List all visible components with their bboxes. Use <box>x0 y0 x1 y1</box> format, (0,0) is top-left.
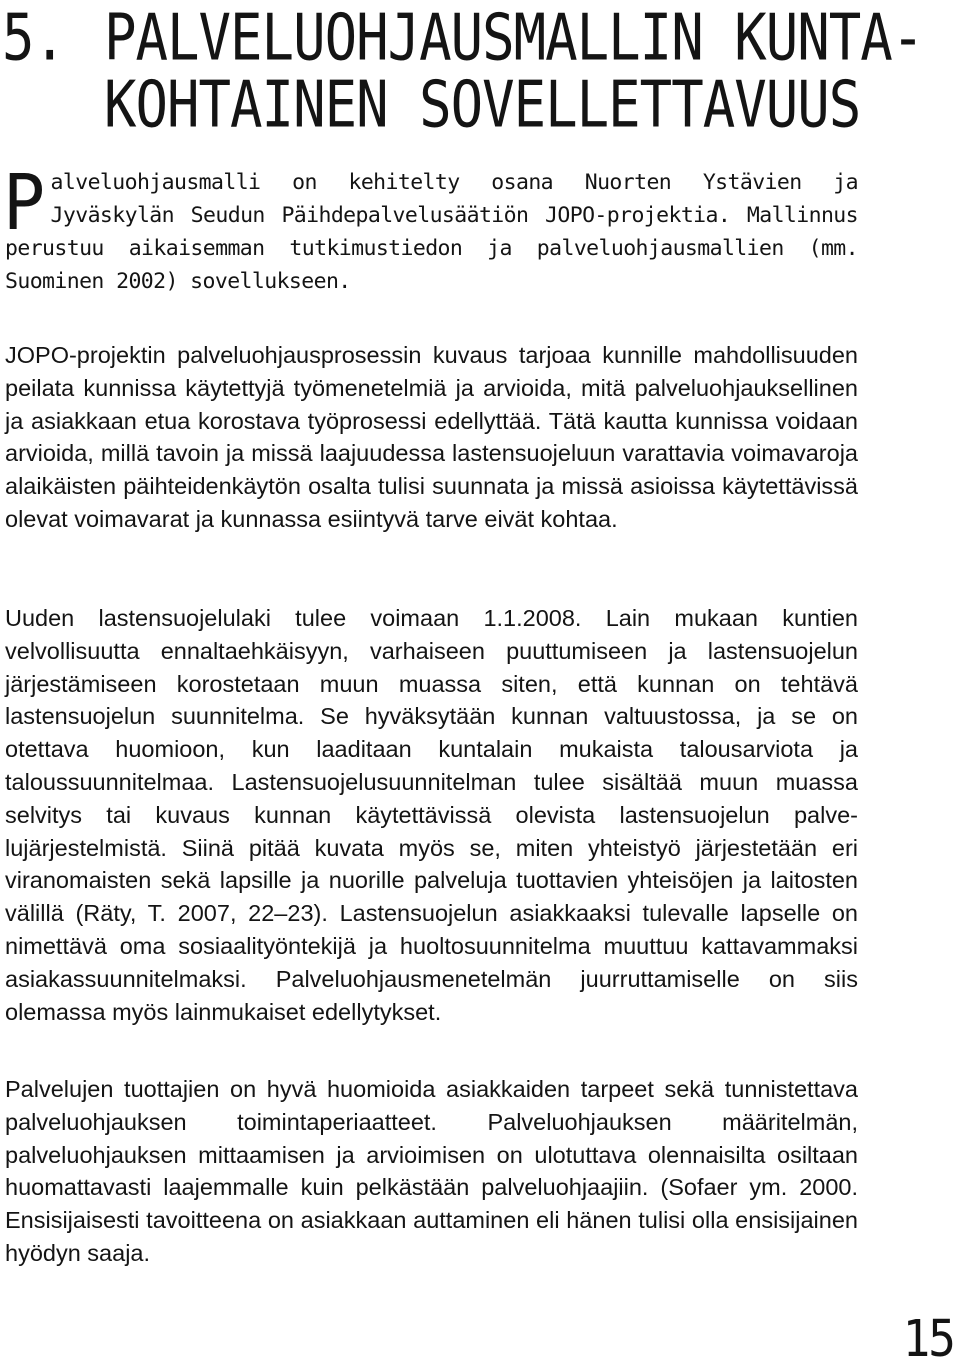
chapter-title-line-2: KOHTAINEN SOVELLETTAVUUS <box>104 67 861 143</box>
chapter-number: 5. <box>2 0 66 75</box>
body-paragraph-1: JOPO-projektin palveluohjausprosessin kuvaus tarjoaa kunnille mahdollisuuden peilata kunnissa käytettyjä työmenetelmiä ja arvioida, mitä palveluohjauksellinen ja asiakkaan etua korostava työprosessi edellyttää. Tätä kautta kunnissa voidaan arvioida, millä tavoin ja missä laajuudessa lastensuojeluun varattavia voimavaroja alaikäisten päihteidenkäytön osalta tulisi suunnata ja missä asioissa käytettävissä olevat voimavarat ja kunnassa esiintyvä tarve eivät kohtaa. <box>5 342 858 532</box>
body-paragraph-2: Uuden lastensuojelulaki tulee voimaan 1.1.2008. Lain mukaan kuntien velvollisuutta ennaltaehkäisyyn, varhaiseen puuttumiseen ja lastensuojelun järjestämiseen korostetaan muun muassa siten, että kunnan on tehtävä lastensuojelun suunnitelma. Se hyväksytään kunnan valtuustossa, ja se on otettava huomioon, kun laaditaan kuntalain mukaista talousarviota ja taloussuunnitelmaa. Lastensuojelusuunnitelman tulee sisältää muun muassa selvitys tai kuvaus kunnan käytettävissä olevista lastensuojelun palvelujärjestelmistä. Siinä pitää kuvata myös se, miten yhteistyö järjestetään eri viranomaisten sekä lapsille ja nuorille palveluja tuottavien yhteisöjen ja laitosten välillä (Räty, T. 2007, 22–23). Lastensuojelun asiakkaaksi tulevalle lapselle on nimettävä oma sosiaalityöntekijä ja huoltosuunnitelma muuttuu kattavammaksi asiakassuunnitelmaksi. Palveluohjausmenetelmän juurruttamiselle on siis olemassa myös lainmukaiset edellytykset. <box>5 605 858 1025</box>
drop-cap-letter: P <box>3 157 45 248</box>
chapter-title <box>104 0 924 143</box>
page-number: 15 <box>902 1308 954 1368</box>
intro-paragraph <box>3 157 858 298</box>
intro-text: alveluohjausmalli on kehitelty osana Nuorten Ystävien ja Jyväskylän Seudun Päihdepalvelusäätiön JOPO-projektia. Mallinnus perustuu aikaisemman tutkimustiedon ja palveluohjausmallien (mm. Suominen 2002) sovellukseen. <box>5 170 858 294</box>
chapter-title-line-1: PALVELUOHJAUSMALLIN KUNTA- <box>104 0 924 75</box>
body-paragraph-3: Palvelujen tuottajien on hyvä huomioida asiakkaiden tarpeet sekä tunnistettava palveluohjauksen toimintaperiaatteet. Palveluohjauksen määritelmän, palveluohjauksen mittaamisen ja arvioimisen on ulotuttava olennaisilta osiltaan huomattavasti laajemmalle kuin pelkästään palveluohjaajiin. (Sofaer ym. 2000. Ensisijaisesti tavoitteena on asiakkaan auttaminen eli hänen tulisi olla ensisijainen hyödyn saaja. <box>5 1076 858 1266</box>
